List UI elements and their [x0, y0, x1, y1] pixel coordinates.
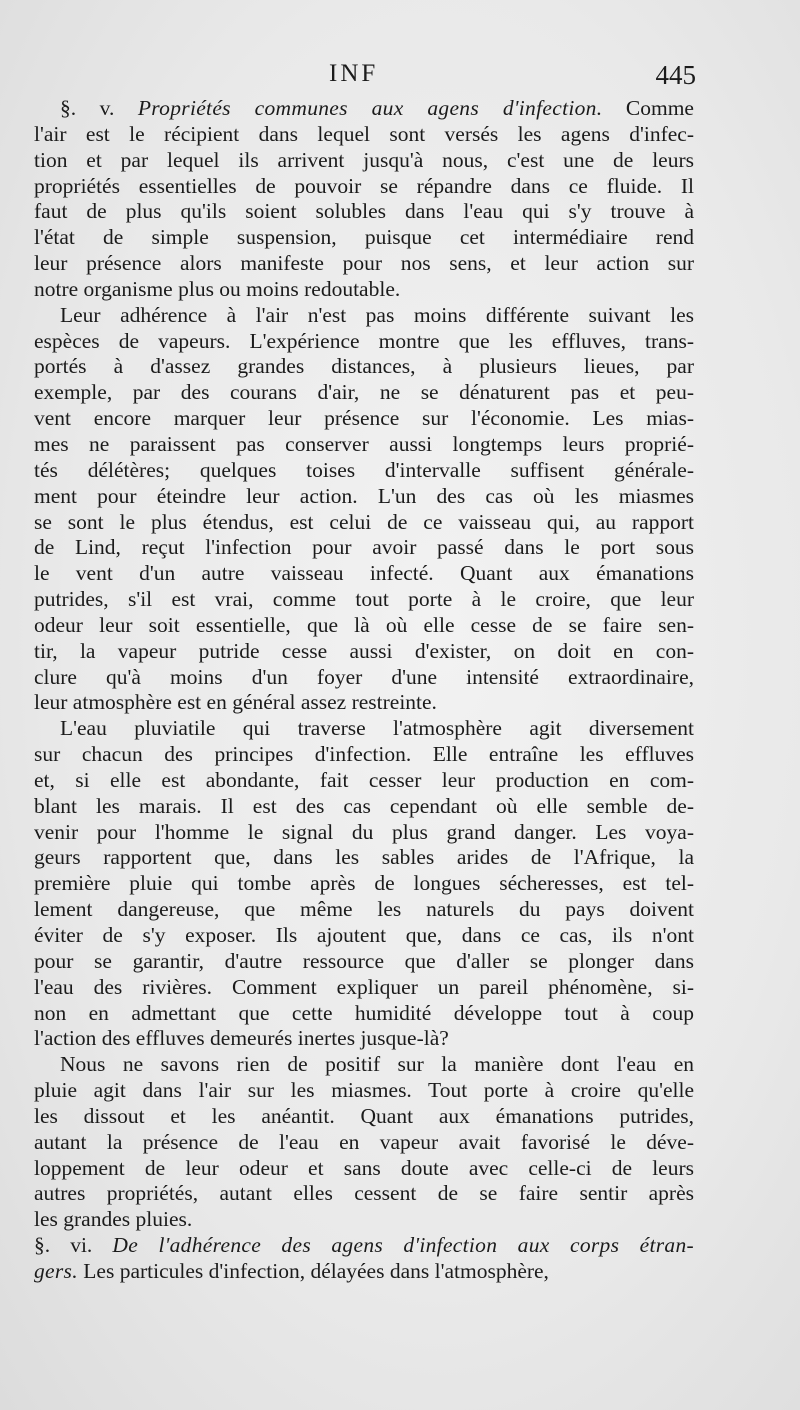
paragraph — [34, 1233, 694, 1285]
text-line: tés délétères; quelques toises d'intervalle suffisent générale- — [34, 457, 694, 482]
text-line: vent encore marquer leur présence sur l'économie. Les mias- — [34, 406, 694, 431]
paragraph — [34, 716, 694, 1052]
text-line: mes ne paraissent pas conserver aussi longtemps leurs proprié- — [34, 431, 694, 456]
text-line: et, si elle est abondante, fait cesser leur production en com- — [34, 767, 694, 792]
text-line: sur chacun des principes d'infection. Elle entraîne les effluves — [34, 742, 694, 767]
text-line: tir, la vapeur putride cesse aussi d'exister, on doit en con- — [34, 638, 694, 663]
text-line: l'eau des rivières. Comment expliquer un pareil phénomène, si- — [34, 974, 694, 999]
running-head-title: INF — [329, 60, 379, 87]
text-line: geurs rapportent que, dans les sables arides de l'Afrique, la — [34, 845, 694, 870]
text-line: odeur leur soit essentielle, que là où elle cesse de se faire sen- — [34, 612, 694, 637]
text-line: pour se garantir, d'autre ressource que d'aller se plonger dans — [34, 948, 694, 973]
text-line: pluie agit dans l'air sur les miasmes. Tout porte à croire qu'elle — [34, 1078, 694, 1103]
text-line: exemple, par des courans d'air, ne se dénaturent pas et peu- — [34, 380, 694, 405]
text-line: l'état de simple suspension, puisque cet intermédiaire rend — [34, 225, 694, 250]
text-line: putrides, s'il est vrai, comme tout porte à le croire, que leur — [34, 587, 694, 612]
text-line: les dissout et les anéantit. Quant aux émanations putrides, — [34, 1103, 694, 1128]
text-line — [34, 1259, 694, 1285]
line-text: Les particules d'infection, délayées dans l'atmosphère, — [77, 1258, 549, 1283]
text-line: l'action des effluves demeurés inertes jusque-là? — [34, 1026, 449, 1051]
page-number: 445 — [655, 60, 696, 90]
line-text: Comme — [602, 96, 694, 120]
text-line: clure qu'à moins d'un foyer d'une intensité extraordinaire, — [34, 664, 694, 689]
running-head — [0, 60, 800, 94]
text-line: portés à d'assez grandes distances, à plusieurs lieues, par — [34, 354, 694, 379]
section-heading: De l'adhérence des agens d'infection aux corps étran- — [112, 1233, 694, 1258]
text-line: autres propriétés, autant elles cessent de se faire sentir après — [34, 1181, 694, 1206]
text-line: les grandes pluies. — [34, 1207, 193, 1232]
text-line — [34, 1233, 694, 1259]
text-line: lement dangereuse, que même les naturels du pays doivent — [34, 897, 694, 922]
text-line: blant les marais. Il est des cas cependant où elle semble de- — [34, 793, 694, 818]
text-line: tion et par lequel ils arrivent jusqu'à nous, c'est une de leurs — [34, 147, 694, 172]
text-line: Nous ne savons rien de positif sur la manière dont l'eau en — [60, 1052, 694, 1077]
paragraph — [34, 1052, 694, 1233]
section-heading: Propriétés communes aux agens d'infection. — [137, 96, 603, 120]
text-line: espèces de vapeurs. L'expérience montre que les effluves, trans- — [34, 328, 694, 353]
text-line: éviter de s'y exposer. Ils ajoutent que, dans ce cas, ils n'ont — [34, 923, 694, 947]
text-line: l'air est le récipient dans lequel sont versés les agens d'infec- — [34, 121, 694, 146]
text-line: notre organisme plus ou moins redoutable. — [34, 276, 401, 301]
text-line: autant la présence de l'eau en vapeur avait favorisé le déve- — [34, 1129, 694, 1154]
text-line — [34, 96, 694, 122]
text-line: L'eau pluviatile qui traverse l'atmosphère agit diversement — [60, 716, 694, 741]
text-line: de Lind, reçut l'infection pour avoir passé dans le port sous — [34, 535, 694, 560]
section-heading: gers. — [34, 1258, 78, 1283]
text-line: venir pour l'homme le signal du plus grand danger. Les voya- — [34, 819, 694, 844]
text-line: loppement de leur odeur et sans doute avec celle-ci de leurs — [34, 1155, 694, 1180]
text-line: Leur adhérence à l'air n'est pas moins différente suivant les — [60, 302, 694, 327]
text-line: se sont le plus étendus, est celui de ce vaisseau qui, au rapport — [34, 509, 694, 534]
text-line: ment pour éteindre leur action. L'un des cas où les miasmes — [34, 483, 694, 508]
text-line: le vent d'un autre vaisseau infecté. Quant aux émanations — [34, 561, 694, 586]
text-line: non en admettant que cette humidité développe tout à coup — [34, 1000, 694, 1025]
section-number: §. vi. — [34, 1233, 113, 1258]
paragraph — [34, 96, 694, 303]
text-line: leur présence alors manifeste pour nos sens, et leur action sur — [34, 251, 694, 276]
text-line: première pluie qui tombe après de longues sécheresses, est tel- — [34, 871, 694, 896]
paragraph — [34, 303, 694, 717]
text-line: propriétés essentielles de pouvoir se répandre dans ce fluide. Il — [34, 173, 694, 198]
text-line: leur atmosphère est en général assez restreinte. — [34, 690, 437, 715]
text-line: faut de plus qu'ils soient solubles dans l'eau qui s'y trouve à — [34, 199, 694, 224]
body-text — [34, 96, 694, 1285]
section-number: §. v. — [60, 96, 138, 120]
